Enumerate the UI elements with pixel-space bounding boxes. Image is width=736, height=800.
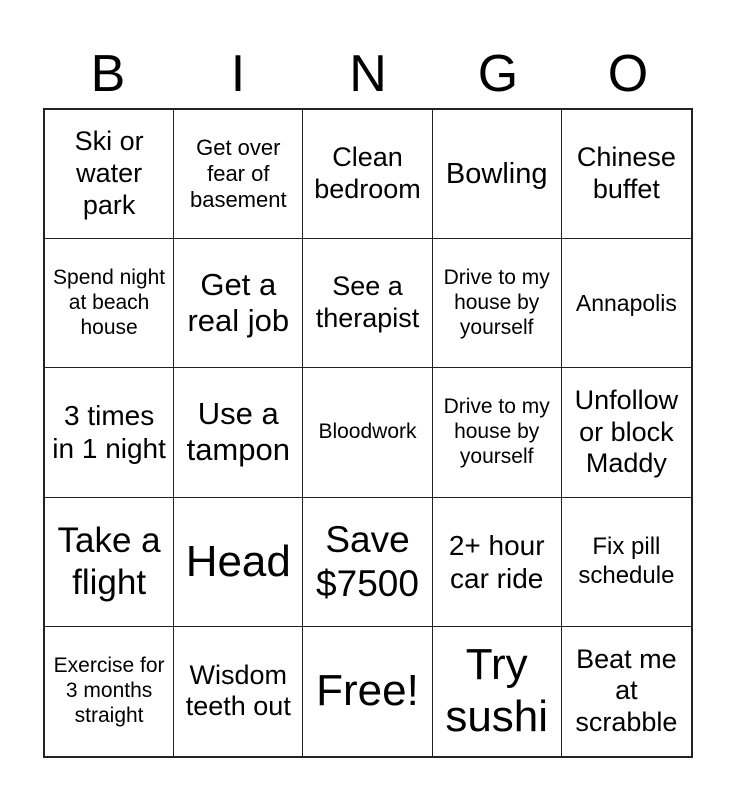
bingo-cell-label: Drive to my house by yourself xyxy=(443,395,550,468)
bingo-cell-label: Use a tampon xyxy=(186,395,290,468)
bingo-cell-label: Chinese buffet xyxy=(576,142,676,205)
bingo-cell[interactable] xyxy=(433,368,562,497)
bingo-cell[interactable] xyxy=(562,627,691,756)
bingo-cell[interactable] xyxy=(45,498,174,627)
bingo-cell-label: Save $7500 xyxy=(316,519,419,604)
bingo-cell[interactable] xyxy=(562,239,691,368)
bingo-cell[interactable] xyxy=(303,498,432,627)
bingo-cell[interactable] xyxy=(45,368,174,497)
bingo-cell-label: Drive to my house by yourself xyxy=(443,266,550,339)
header-letter-b: B xyxy=(90,45,126,103)
bingo-free-space[interactable] xyxy=(303,627,432,756)
bingo-cell-label: Wisdom teeth out xyxy=(185,659,291,722)
bingo-cell[interactable] xyxy=(174,110,303,239)
bingo-cell[interactable] xyxy=(433,627,562,756)
bingo-cell-label: Ski or water park xyxy=(74,126,144,221)
bingo-cell[interactable] xyxy=(433,110,562,239)
bingo-cell[interactable] xyxy=(303,110,432,239)
bingo-cell[interactable] xyxy=(45,627,174,756)
bingo-cell-label: Exercise for 3 months straight xyxy=(53,654,165,727)
bingo-cell[interactable] xyxy=(433,498,562,627)
bingo-cell[interactable] xyxy=(174,368,303,497)
bingo-cell-label: Bloodwork xyxy=(318,420,417,444)
bingo-board xyxy=(43,108,693,758)
bingo-cell-label: Get over fear of basement xyxy=(189,135,287,213)
bingo-cell-label: Fix pill schedule xyxy=(578,533,675,589)
bingo-cell-label: Get a real job xyxy=(187,266,290,339)
bingo-cell-label: Unfollow or block Maddy xyxy=(574,384,679,479)
bingo-cell[interactable] xyxy=(562,368,691,497)
bingo-cell-label: Beat me at scrabble xyxy=(575,643,678,738)
bingo-cell[interactable] xyxy=(562,110,691,239)
bingo-cell[interactable] xyxy=(303,239,432,368)
header-letter-i: I xyxy=(230,45,246,103)
header-letter-o: O xyxy=(607,45,649,103)
bingo-cell-label: Head xyxy=(185,536,291,586)
header-letter-g: G xyxy=(477,45,519,103)
bingo-cell[interactable] xyxy=(174,498,303,627)
bingo-cell-label: Spend night at beach house xyxy=(53,266,166,339)
bingo-header xyxy=(43,40,693,108)
header-letter-n: N xyxy=(349,45,387,103)
bingo-cell[interactable] xyxy=(562,498,691,627)
bingo-cell-label: See a therapist xyxy=(315,271,420,334)
bingo-cell[interactable] xyxy=(174,239,303,368)
bingo-cell-label: Try sushi xyxy=(445,640,549,742)
bingo-cell[interactable] xyxy=(174,627,303,756)
bingo-cell-label: 2+ hour car ride xyxy=(448,529,545,594)
bingo-cell-label: Annapolis xyxy=(575,289,677,316)
bingo-cell-label: 3 times in 1 night xyxy=(52,400,166,465)
bingo-cell-label: Take a flight xyxy=(57,521,161,602)
bingo-cell[interactable] xyxy=(303,368,432,497)
bingo-cell[interactable] xyxy=(433,239,562,368)
bingo-cell[interactable] xyxy=(45,239,174,368)
bingo-cell-label: Free! xyxy=(316,666,419,716)
bingo-cell-label: Clean bedroom xyxy=(314,142,421,205)
bingo-cell[interactable] xyxy=(45,110,174,239)
bingo-cell-label: Bowling xyxy=(445,157,548,190)
